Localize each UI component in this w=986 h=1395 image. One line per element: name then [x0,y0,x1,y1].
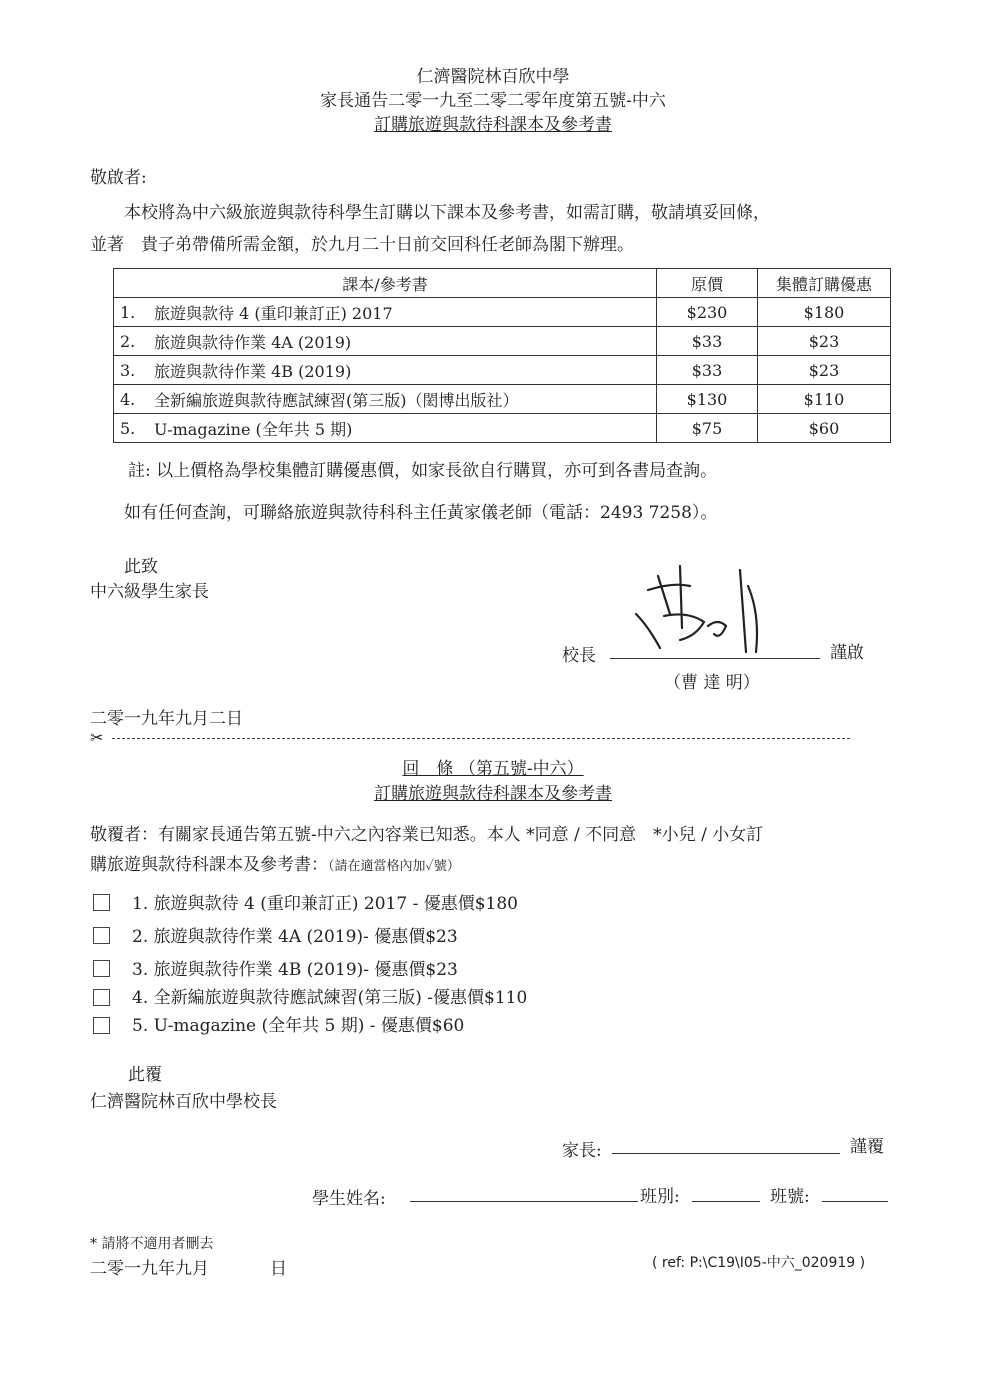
parent-signature-field[interactable] [612,1153,840,1154]
student-name-field[interactable] [410,1201,638,1202]
reply-title-text: 回 條 （第五號-中六） [402,759,584,779]
col-header-book: 課本/參考書 [114,269,657,298]
salutation: 敬啟者: [90,168,147,188]
reply-date-day: 日 [270,1259,287,1279]
principal-signature [618,556,778,666]
paragraph-line-1: 本校將為中六級旅遊與款待科學生訂購以下課本及參考書，如需訂購，敬請填妥回條， [124,203,770,223]
option-label-3: 3. 旅遊與款待作業 4B (2019)- 優惠價$23 [132,960,458,980]
table-row [114,327,891,356]
jin-qi: 謹啟 [830,643,864,663]
ci-zhi: 此致 [124,557,158,577]
notice-subject-text: 訂購旅遊與款待科課本及參考書 [374,115,612,135]
reply-title [0,754,986,779]
row-price: $33 [657,327,758,356]
delete-note: * 請將不適用者刪去 [90,1236,214,1252]
enquiry-text: 如有任何查詢，可聯絡旅遊與款待科科主任黃家儀老師（電話：2493 7258）。 [124,503,718,523]
option-label-5: 5. U-magazine (全年共 5 期) - 優惠價$60 [132,1016,465,1036]
row-discount: $23 [758,327,891,356]
row-price: $75 [657,414,758,443]
parent-label: 家長: [562,1141,602,1161]
jin-fu: 謹覆 [850,1137,884,1157]
reply-body-line-2-text: 購旅遊與款待科課本及參考書： [90,855,328,875]
row-title: 旅遊與款待作業 4A (2019) [148,327,657,356]
row-discount: $23 [758,356,891,385]
row-price: $130 [657,385,758,414]
row-number: 2. [114,327,149,356]
school-name: 仁濟醫院林百欣中學 [416,67,570,87]
row-title: 旅遊與款待 4 (重印兼訂正) 2017 [148,298,657,327]
row-number: 1. [114,298,149,327]
row-number: 3. [114,356,149,385]
option-label-1: 1. 旅遊與款待 4 (重印兼訂正) 2017 - 優惠價$180 [132,894,518,914]
col-header-price: 原價 [657,269,758,298]
option-checkbox-3[interactable] [93,960,110,977]
row-discount: $60 [758,414,891,443]
student-name-label: 學生姓名: [312,1189,386,1209]
option-checkbox-2[interactable] [93,927,110,944]
reference-code: ( ref: P:\C19\I05-中六_020919 ) [652,1255,866,1271]
letter-date: 二零一九年九月二日 [90,709,243,729]
row-discount: $180 [758,298,891,327]
option-checkbox-4[interactable] [93,989,110,1006]
notice-subject [0,110,986,135]
letter-recipient: 中六級學生家長 [90,582,209,602]
cut-line [112,738,850,739]
option-label-2: 2. 旅遊與款待作業 4A (2019)- 優惠價$23 [132,927,458,947]
reply-body-line-2 [90,850,460,875]
table-row [114,356,891,385]
row-number: 5. [114,414,149,443]
ci-fu: 此覆 [128,1065,162,1085]
row-discount: $110 [758,385,891,414]
table-row [114,298,891,327]
option-label-4: 4. 全新編旅遊與款待應試練習(第三版) -優惠價$110 [132,988,528,1008]
row-number: 4. [114,385,149,414]
reply-subtitle [0,779,986,804]
table-row [114,414,891,443]
reply-body-hint: （請在適當格內加✓號） [328,859,460,874]
reply-date-prefix: 二零一九年九月 [90,1259,209,1279]
price-note: 註: 以上價格為學校集體訂購優惠價，如家長欲自行購買，亦可到各書局查詢。 [128,461,718,481]
scissors-icon: ✂ [90,728,104,747]
row-title: 全新編旅遊與款待應試練習(第三版)（閎博出版社） [148,385,657,414]
class-no-label: 班號: [770,1187,810,1207]
table-row [114,385,891,414]
row-title: U-magazine (全年共 5 期) [148,414,657,443]
reply-subtitle-text: 訂購旅遊與款待科課本及參考書 [374,784,612,804]
col-header-discount: 集體訂購優惠 [758,269,891,298]
book-price-table [113,268,891,443]
row-price: $33 [657,356,758,385]
class-field[interactable] [692,1201,760,1202]
reply-body-line-1: 敬覆者：有關家長通告第五號-中六之內容業已知悉。本人 *同意 / 不同意 *小兒 / 小女訂 [90,825,764,845]
row-price: $230 [657,298,758,327]
row-title: 旅遊與款待作業 4B (2019) [148,356,657,385]
notice-number: 家長通告二零一九至二零二零年度第五號-中六 [320,91,666,111]
option-checkbox-5[interactable] [93,1017,110,1034]
principal-name: （曹 達 明） [664,673,760,693]
reply-recipient: 仁濟醫院林百欣中學校長 [90,1092,277,1112]
class-no-field[interactable] [822,1201,888,1202]
class-label: 班別: [640,1187,680,1207]
principal-label: 校長 [562,646,596,666]
option-checkbox-1[interactable] [93,894,110,911]
table-header-row [114,269,891,298]
paragraph-line-2: 並著 貴子弟帶備所需金額，於九月二十日前交回科任老師為閣下辦理。 [90,235,634,255]
